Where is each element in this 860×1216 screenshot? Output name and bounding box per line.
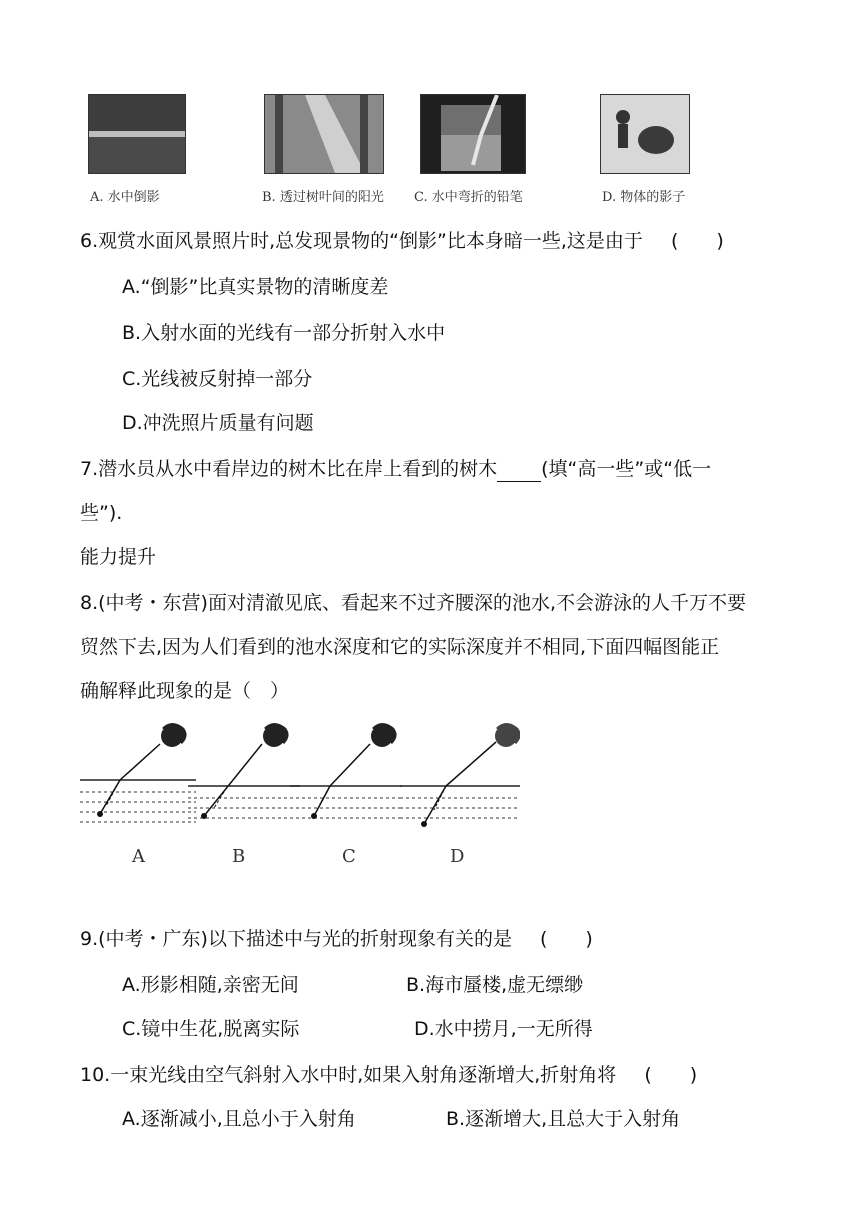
q8-line3: 确解释此现象的是（ ） (80, 680, 290, 702)
q9-option-b: B.海市蜃楼,虚无缥缈 (406, 974, 584, 996)
q9-option-a: A.形影相随,亲密无间 (122, 974, 299, 996)
q6-option-a: A.“倒影”比真实景物的清晰度差 (122, 276, 389, 298)
caption-d: D. 物体的影子 (602, 190, 686, 205)
diagram-b (188, 720, 300, 830)
q6-option-d: D.冲洗照片质量有问题 (122, 412, 314, 434)
q8-line1: 8.(中考・东营)面对清澈见底、看起来不过齐腰深的池水,不会游泳的人千万不要 (80, 592, 746, 614)
q7-text-after: (填“高一些”或“低一 (541, 458, 712, 480)
q7-line2: 些”). (80, 502, 123, 524)
q8-line2: 贸然下去,因为人们看到的池水深度和它的实际深度并不相同,下面四幅图能正 (80, 636, 720, 658)
q6-option-b: B.入射水面的光线有一部分折射入水中 (122, 322, 446, 344)
q7-text-before: 7.潜水员从水中看岸边的树木比在岸上看到的树木 (80, 458, 498, 480)
caption-a: A. 水中倒影 (90, 190, 160, 205)
caption-b: B. 透过树叶间的阳光 (262, 190, 384, 205)
q10-answer-bracket: ( ) (644, 1064, 698, 1086)
q6-option-c: C.光线被反射掉一部分 (122, 368, 313, 390)
photo-bent-pencil (420, 94, 526, 174)
photo-sunlight-through-leaves (264, 94, 384, 174)
diagram-label-a: A (132, 846, 145, 867)
diagram-c (290, 720, 402, 830)
q10-option-a: A.逐渐减小,且总小于入射角 (122, 1108, 356, 1130)
q10-stem (80, 1062, 697, 1088)
caption-c: C. 水中弯折的铅笔 (414, 190, 523, 205)
q9-option-c: C.镜中生花,脱离实际 (122, 1018, 300, 1040)
q6-answer-bracket: ( ) (670, 230, 724, 252)
q10-stem-text: 10.一束光线由空气斜射入水中时,如果入射角逐渐增大,折射角将 (80, 1064, 617, 1086)
diagram-label-c: C (342, 846, 356, 867)
diagram-a (80, 720, 196, 830)
q6-stem (80, 228, 724, 254)
q9-answer-bracket: ( ) (540, 928, 593, 950)
q9-stem (80, 926, 593, 952)
q10-option-b: B.逐渐增大,且总大于入射角 (446, 1108, 681, 1130)
diagram-label-d: D (450, 846, 465, 867)
photo-object-shadow (600, 94, 690, 174)
q7-line1 (80, 456, 711, 482)
diagram-d (400, 720, 520, 830)
q7-answer-blank[interactable] (497, 461, 541, 482)
diagram-label-b: B (232, 846, 246, 867)
q9-option-d: D.水中捞月,一无所得 (414, 1018, 593, 1040)
section-title: 能力提升 (80, 546, 157, 568)
q9-stem-text: 9.(中考・广东)以下描述中与光的折射现象有关的是 (80, 928, 512, 950)
q6-stem-text: 6.观赏水面风景照片时,总发现景物的“倒影”比本身暗一些,这是由于 (80, 230, 643, 252)
photo-water-reflection (88, 94, 186, 174)
